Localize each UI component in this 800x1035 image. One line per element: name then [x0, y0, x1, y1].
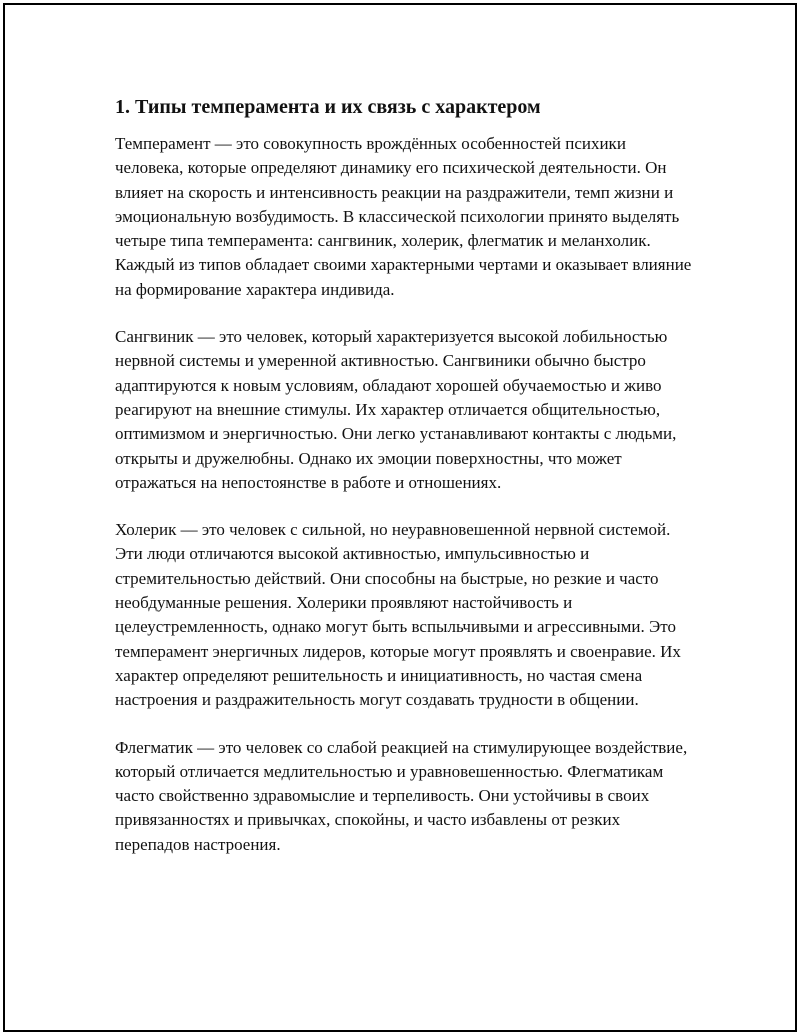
paragraph-phlegmatic: Флегматик — это человек со слабой реакцией на стимулирующее воздействие, который отличается медлительностью и уравновешенностью. Флегматикам часто свойственно здравомыслие и терпеливость. Они устойчивы в своих привязанностях и привычках, спокойны, и часто избавлены от резких перепадов настроения.: [115, 737, 688, 854]
paragraph-choleric: Холерик — это человек с сильной, но неуравновешенной нервной системой. Эти люди отличаются высокой активностью, импульсивностью и стремительностью действий. Они способны на быстрые, но резкие и часто необдуманные решения. Холерики проявляют настойчивость и целеустремленность, однако могут быть вспыльчивыми и агрессивными. Это темперамент энергичных лидеров, которые могут проявлять и своенравие. Их характер определяют решительность и инициативность, но частая смена настроения и раздражительность могут создавать трудности в общении.: [115, 520, 681, 710]
paragraph-temperament: Темперамент — это совокупность врождённых особенностей психики человека, которые определяют динамику его психической деятельности. Он влияет на скорость и интенсивность реакции на раздражители, темп жизни и эмоциональную возбудимость. В классической психологии принято выделять четыре типа темперамента: сангвиник, холерик, флегматик и меланхолик. Каждый из типов обладает своими характерными чертами и оказывает влияние на формирование характера индивида.: [115, 134, 692, 299]
paragraph-sanguine: Сангвиник — это человек, который характеризуется высокой лобильностью нервной системы и умеренной активностью. Сангвиники обычно быстро адаптируются к новым условиям, обладают хорошей обучаемостью и живо реагируют на внешние стимулы. Их характер отличается общительностью, оптимизмом и энергичностью. Они легко устанавливают контакты с людьми, открыты и дружелюбны. Однако их эмоции поверхностны, что может отражаться на непостоянстве в работе и отношениях.: [115, 327, 677, 492]
section-heading: 1. Типы темперамента и их связь с характером: [115, 96, 541, 118]
document-body: [115, 94, 695, 880]
